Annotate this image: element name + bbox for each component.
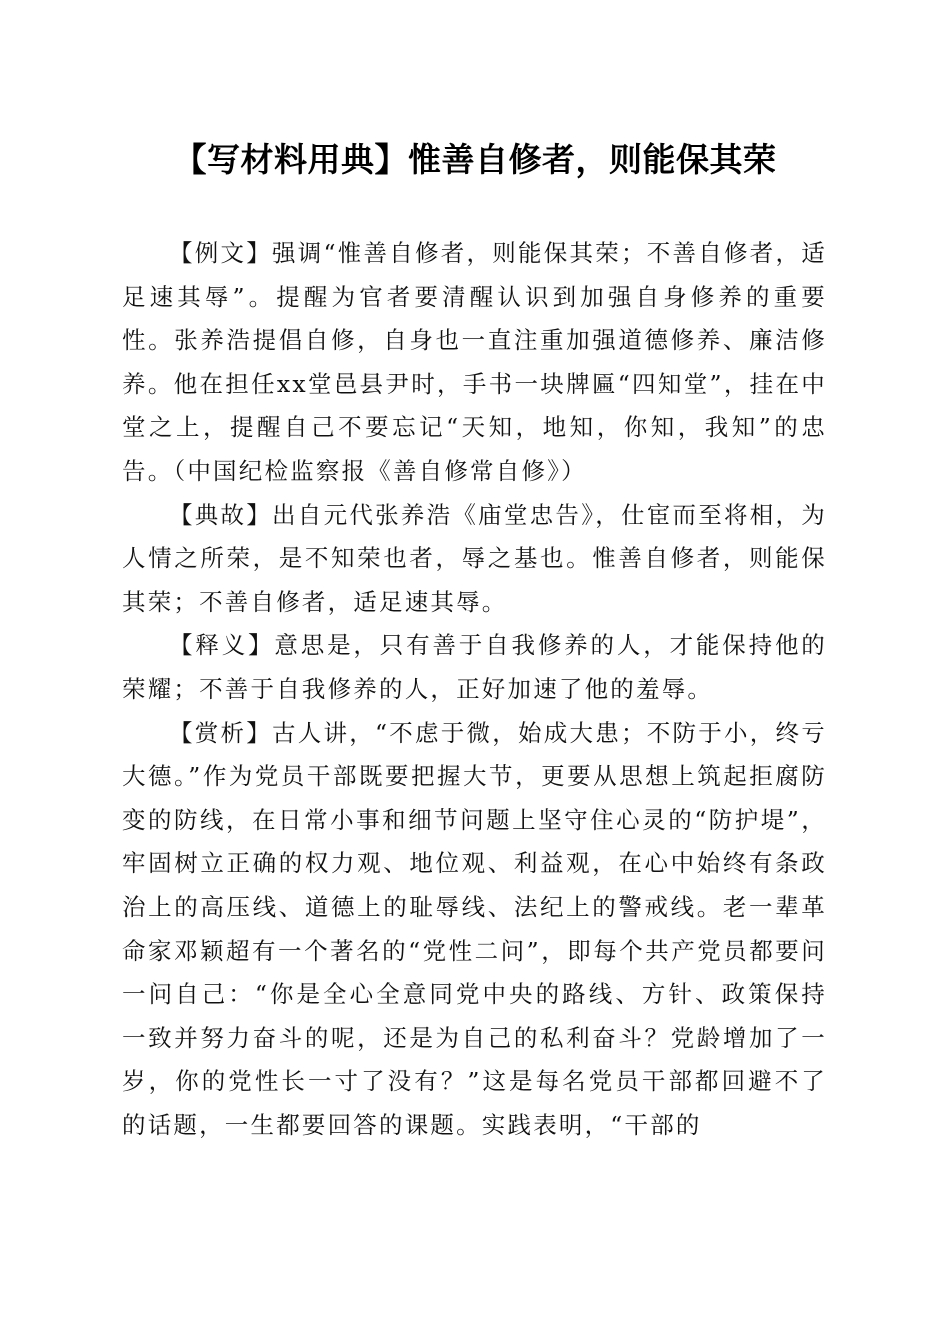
paragraph-allusion: 【典故】出自元代张养浩《庙堂忠告》，仕宦而至将相，为人情之所荣，是不知荣也者，辱之基也。惟善自修者，则能保其荣；不善自修者，适足速其辱。 — [122, 500, 827, 616]
paragraph-example-text: 【例文】强调“惟善自修者，则能保其荣；不善自修者，适足速其辱”。提醒为官者要清醒认识到加强自身修养的重要性。张养浩提倡自修，自身也一直注重加强道德修养、廉洁修养。他在担任xx堂邑县尹时，手书一块牌匾“四知堂”，挂在中堂之上，提醒自己不要忘记“天知，地知，你知，我知”的忠告。（中国纪检监察报《善自修常自修》） — [122, 239, 827, 485]
document-title: 【写材料用典】惟善自修者，则能保其荣 — [173, 140, 777, 179]
paragraph-appreciation: 【赏析】古人讲，“不虑于微，始成大患；不防于小，终亏大德。”作为党员干部既要把握大节，更要从思想上筑起拒腐防变的防线，在日常小事和细节问题上坚守住心灵的“防护堤”，牢固树立正确的权力观、地位观、利益观，在心中始终有条政治上的高压线、道德上的耻辱线、法纪上的警戒线。老一辈革命家邓颖超有一个著名的“党性二问”，即每个共产党员都要问一问自己：“你是全心全意同党中央的路线、方针、政策保持一致并努力奋斗的呢，还是为自己的私利奋斗？党龄增加了一岁，你的党性长一寸了没有？”这是每名党员干部都回避不了的话题，一生都要回答的课题。实践表明，“干部的 — [122, 718, 827, 1139]
document-body — [122, 232, 827, 1147]
paragraph-interpretation: 【释义】意思是，只有善于自我修养的人，才能保持他的荣耀；不善于自我修养的人，正好加速了他的羞辱。 — [122, 631, 827, 703]
